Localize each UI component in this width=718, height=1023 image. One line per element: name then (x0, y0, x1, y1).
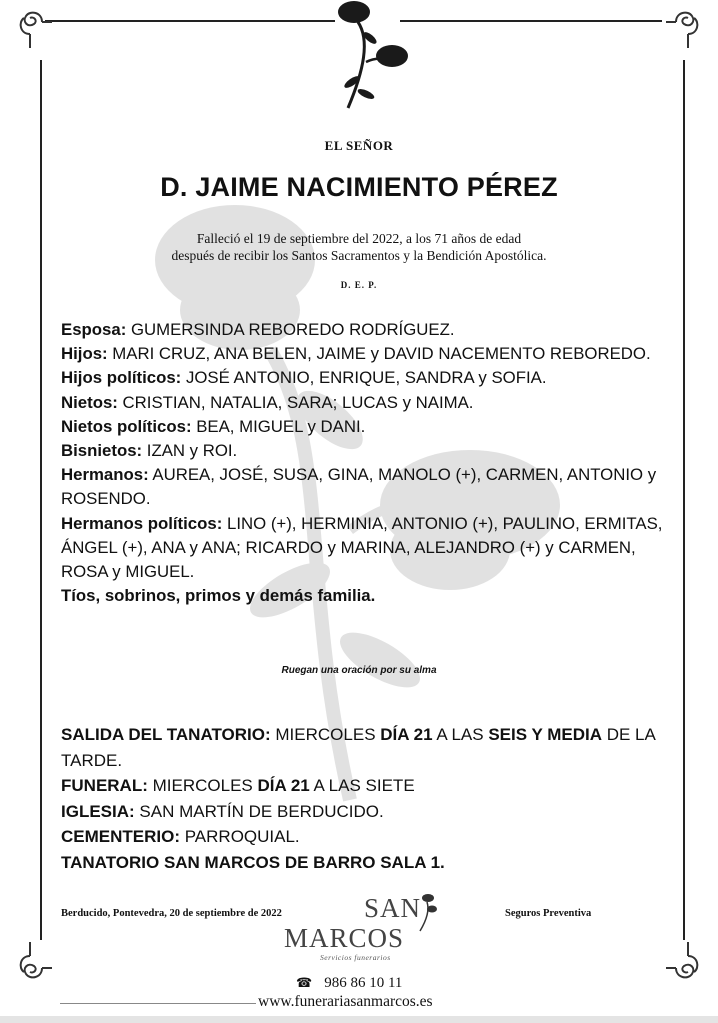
family-names: JOSÉ ANTONIO, ENRIQUE, SANDRA y SOFIA. (181, 368, 547, 388)
family-label: Hijos políticos: (61, 368, 182, 388)
salida-text: DE LA TARDE. (61, 725, 655, 770)
family-names: IZAN y ROI. (142, 441, 238, 461)
iglesia-text: SAN MARTÍN DE BERDUCIDO. (134, 801, 384, 821)
cementerio-text: PARROQUIAL. (180, 827, 300, 846)
family-names: BEA, MIGUEL y DANI. (191, 416, 366, 436)
family-names: CRISTIAN, NATALIA, SARA; LUCAS y NAIMA. (117, 392, 474, 412)
iglesia-label: IGLESIA: (61, 801, 135, 821)
phone-icon: ☎ (296, 975, 313, 990)
title-small: EL SEÑOR (324, 138, 394, 153)
iglesia-row (61, 799, 671, 825)
family-names: AUREA, JOSÉ, SUSA, GINA, MANOLO (+), CARMEN, ANTONIO y ROSENDO. (61, 465, 657, 509)
place-date: Berducido, Pontevedra, 20 de septiembre de 2022 (61, 908, 282, 919)
logo-subtitle: Servicios funerarios (320, 953, 391, 962)
logo-rose-icon (416, 893, 438, 933)
salida-time: SEIS Y MEDIA (488, 725, 602, 744)
border-bottom-left (60, 1003, 256, 1004)
funeral-label: FUNERAL: (61, 776, 148, 795)
family-row (61, 415, 681, 439)
phone-number: 986 86 10 11 (324, 975, 403, 991)
website-link[interactable]: www.funerariasanmarcos.es (258, 993, 433, 1010)
death-line-2: después de recibir los Santos Sacramentos y la Bendición Apostólica. (171, 248, 547, 263)
family-row (61, 512, 681, 585)
logo-marcos: MARCOS (284, 923, 405, 953)
salida-row (61, 722, 671, 773)
family-names: MARI CRUZ, ANA BELEN, JAIME y DAVID NACEMENTO REBOREDO. (107, 344, 651, 364)
salida-text: MIERCOLES (270, 725, 381, 744)
funeral-day: DÍA 21 (257, 776, 310, 795)
services-info (61, 722, 671, 875)
family-row (61, 342, 681, 366)
rose-icon (330, 0, 410, 112)
family-row (61, 439, 681, 463)
insurance: Seguros Preventiva (505, 908, 592, 919)
family-label: Hijos: (61, 344, 108, 364)
family-label: Bisnietos: (61, 441, 143, 461)
family-label: Hermanos políticos: (61, 513, 223, 533)
cementerio-label: CEMENTERIO: (61, 827, 180, 846)
family-names: LINO (+), HERMINIA, ANTONIO (+), PAULINO, ERMITAS, ÁNGEL (+), ANA y ANA; RICARDO y MARINA, ALEJANDRO (+) y CARMEN, ROSA y MIGUEL. (61, 513, 663, 582)
family-row (61, 366, 681, 390)
logo-san: SAN (364, 893, 422, 923)
border-top-left (45, 20, 335, 22)
family-label: Nietos políticos: (61, 416, 192, 436)
corner-ornament-icon (12, 938, 60, 986)
family-names: GUMERSINDA REBOREDO RODRÍGUEZ. (126, 320, 455, 339)
deceased-name: D. JAIME NACIMIENTO PÉREZ (160, 172, 558, 202)
corner-ornament-icon (658, 938, 706, 986)
cementerio-row (61, 824, 671, 850)
funeral-home-logo (282, 893, 442, 965)
corner-ornament-icon (658, 4, 706, 52)
family-label: Esposa: (61, 320, 127, 339)
prayer-text: Ruegan una oración por su alma (281, 665, 437, 676)
bottom-strip (0, 1016, 718, 1023)
phone-line (296, 975, 402, 992)
family-label: Hermanos: (61, 465, 149, 485)
corner-ornament-icon (12, 4, 60, 52)
dep-label: D. E. P. (340, 280, 378, 290)
family-closing: Tíos, sobrinos, primos y demás familia. (61, 586, 376, 606)
tanatorio-row (61, 850, 671, 876)
death-notice (0, 230, 718, 264)
family-row (61, 318, 681, 342)
tanatorio-text: TANATORIO SAN MARCOS DE BARRO SALA 1. (61, 852, 445, 872)
family-row (61, 391, 681, 415)
funeral-row (61, 773, 671, 799)
salida-label: SALIDA DEL TANATORIO: (61, 725, 271, 744)
family-row (61, 463, 681, 511)
border-top-right (400, 20, 662, 22)
death-line-1: Falleció el 19 de septiembre del 2022, a los 71 años de edad (196, 231, 522, 246)
family-list (61, 318, 681, 608)
salida-text: A LAS (432, 725, 489, 744)
funeral-text: MIERCOLES (147, 776, 258, 795)
funeral-text: A LAS SIETE (309, 776, 415, 795)
family-label: Nietos: (61, 392, 118, 412)
salida-day: DÍA 21 (380, 725, 433, 744)
